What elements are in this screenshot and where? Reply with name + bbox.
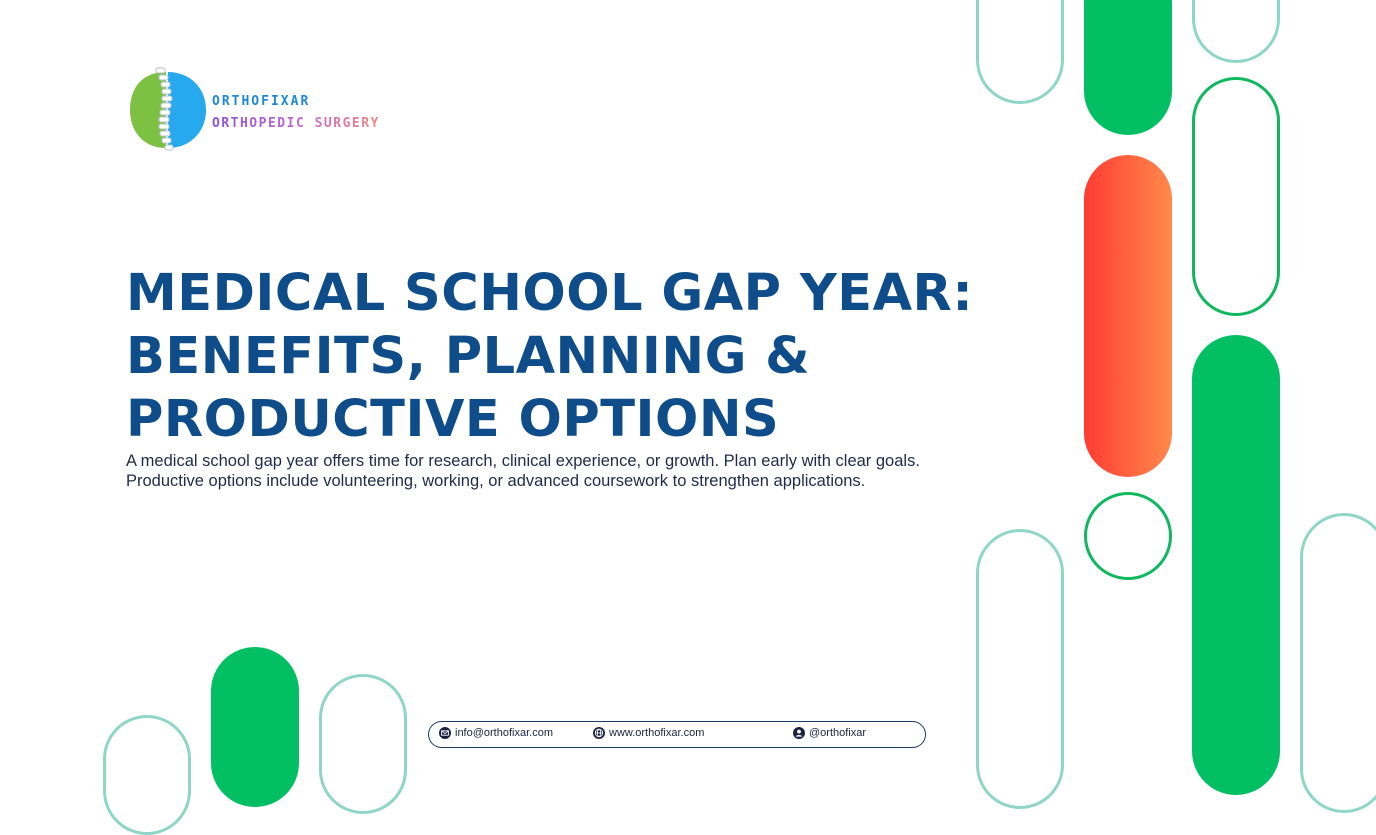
decor-pill-teal-top-right bbox=[1192, 0, 1280, 63]
decor-pill-green-outline bbox=[1192, 77, 1280, 316]
decor-pill-teal-top-left bbox=[976, 0, 1064, 104]
decor-pill-green-top bbox=[1084, 0, 1172, 135]
page-title: MEDICAL SCHOOL GAP YEAR: BENEFITS, PLANNING & PRODUCTIVE OPTIONS bbox=[126, 264, 974, 449]
contact-social-text: @orthofixar bbox=[809, 727, 867, 739]
decor-circle-green bbox=[1084, 492, 1172, 580]
user-icon bbox=[793, 727, 805, 739]
contact-website[interactable] bbox=[593, 727, 704, 739]
brand-name: ORTHOFIXAR bbox=[212, 94, 311, 109]
decor-pill-teal-bottom-left bbox=[103, 715, 191, 835]
contact-social[interactable] bbox=[793, 727, 866, 739]
decor-pill-teal-bottom-mid bbox=[976, 529, 1064, 809]
contact-email[interactable] bbox=[439, 727, 553, 739]
decor-pill-orange bbox=[1084, 155, 1172, 477]
contact-bar bbox=[428, 721, 926, 748]
page-description: A medical school gap year offers time for research, clinical experience, or growth. Plan early with clear goals. Productive options include volunteering, working, or advanced coursework to strengthen applications. bbox=[126, 452, 920, 490]
logo bbox=[126, 62, 406, 158]
decor-pill-teal-edge-right bbox=[1300, 513, 1376, 813]
decor-pill-teal-bottom-left2 bbox=[319, 674, 407, 814]
decor-pill-green-bottom-left bbox=[211, 647, 299, 807]
spine-logo-icon bbox=[126, 62, 210, 158]
brand-tagline: ORTHOPEDIC SURGERY bbox=[212, 116, 380, 131]
globe-icon bbox=[593, 727, 605, 739]
decor-pill-green-tall bbox=[1192, 335, 1280, 795]
contact-email-text: info@orthofixar.com bbox=[455, 727, 553, 739]
contact-website-text: www.orthofixar.com bbox=[609, 727, 705, 739]
mail-icon bbox=[439, 727, 451, 739]
